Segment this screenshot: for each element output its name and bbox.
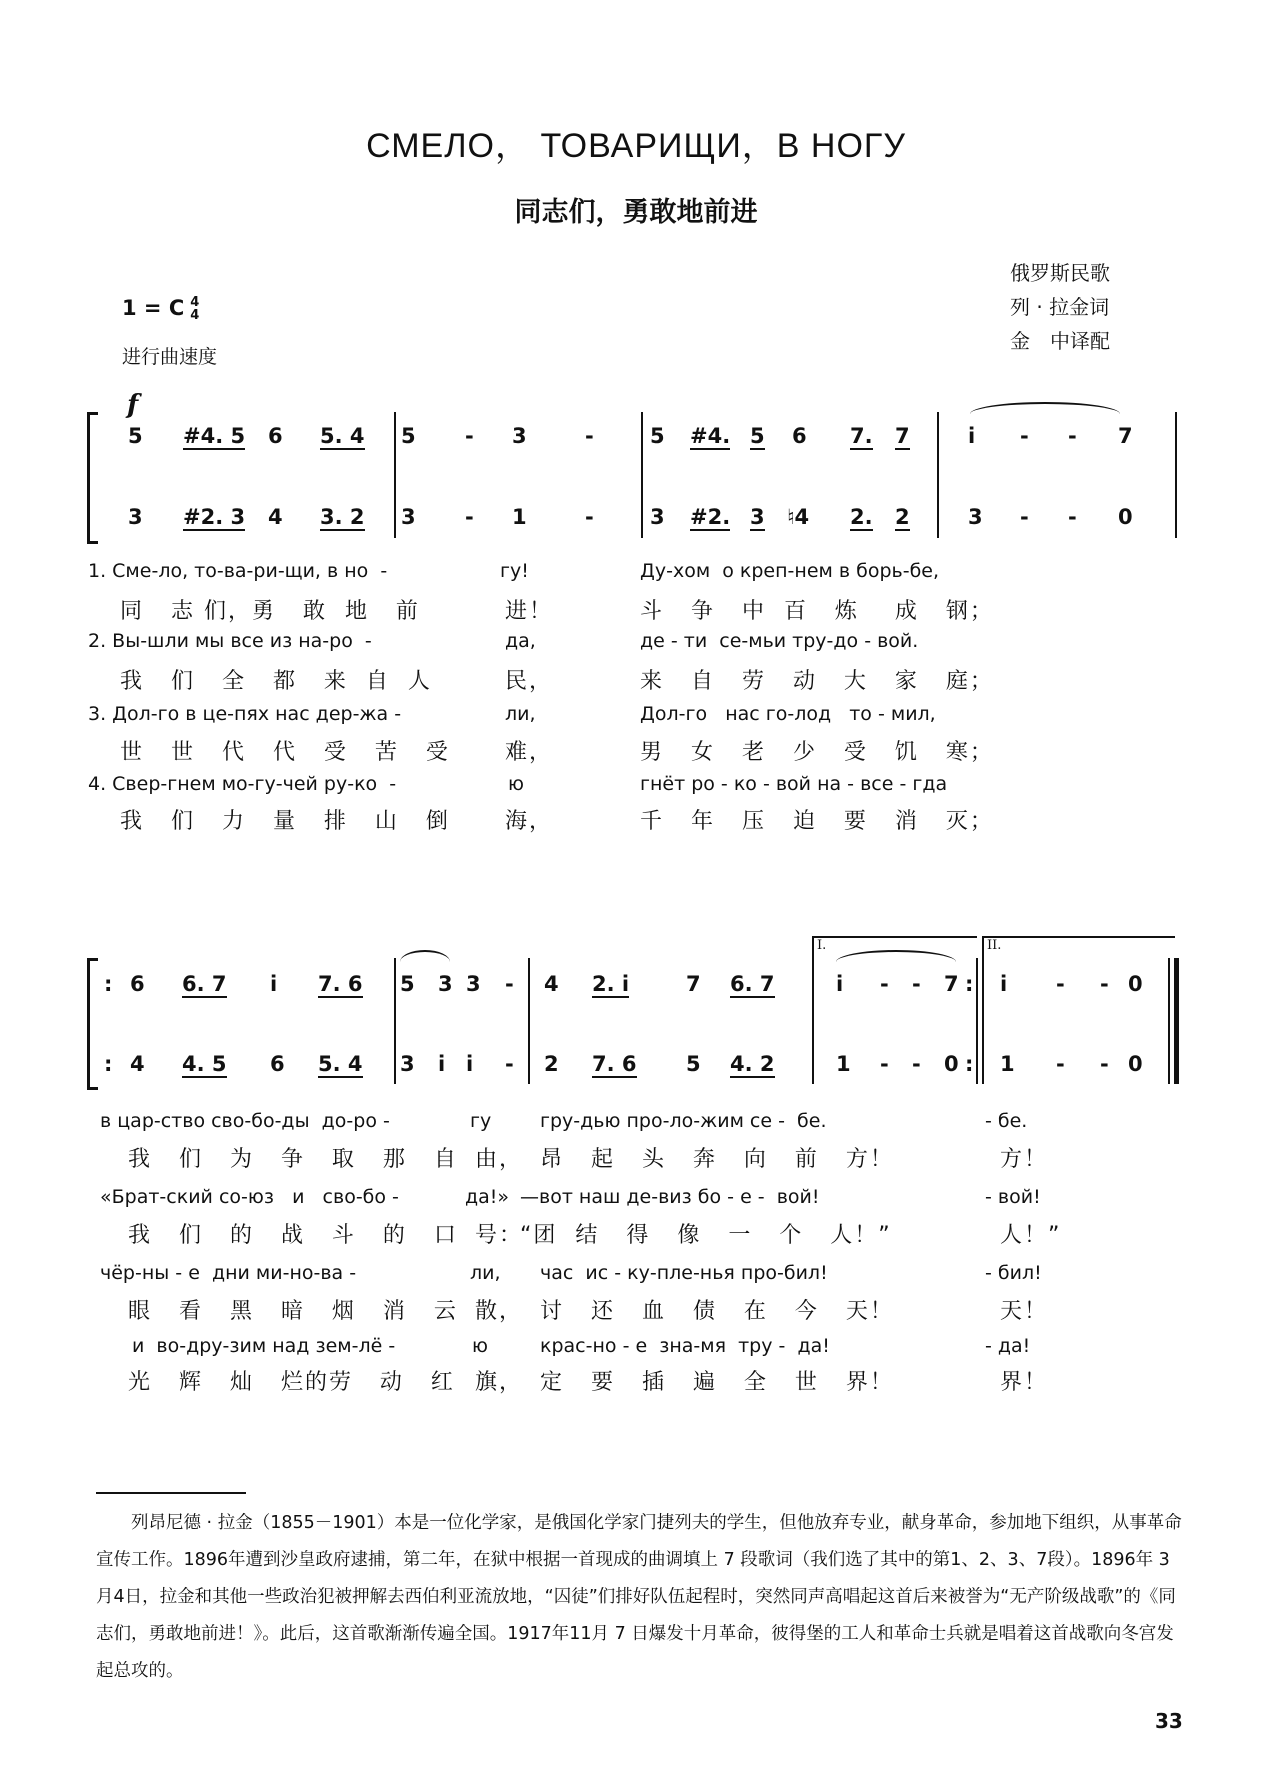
verse-2-russian-b-part2: да!» bbox=[465, 1186, 510, 1208]
system-bracket bbox=[87, 958, 98, 1090]
note: 5. 4 bbox=[320, 424, 365, 448]
credit-origin: 俄罗斯民歌 bbox=[1010, 261, 1110, 285]
note: i bbox=[1000, 972, 1008, 996]
volta-first-ending: I. bbox=[812, 936, 977, 960]
barline bbox=[641, 412, 643, 538]
note: - bbox=[1068, 424, 1077, 448]
note: - bbox=[1100, 1052, 1109, 1076]
final-barline bbox=[1174, 958, 1179, 1084]
note: 3 bbox=[650, 505, 665, 529]
verse-3-chinese-b: 难， bbox=[505, 740, 554, 765]
note: - bbox=[880, 1052, 889, 1076]
verse-3-chinese-c-part2: 讨 还 血 债 在 今 天！ bbox=[540, 1299, 894, 1324]
verse-1-chinese-a: 同 志 们，勇 敢 地 前 bbox=[120, 599, 420, 624]
note: - bbox=[1056, 1052, 1065, 1076]
key-signature bbox=[122, 296, 199, 322]
verse-1-russian-a: 1. Сме-ло, то-ва-ри-щи, в но - bbox=[88, 560, 388, 582]
verse-4-chinese-c: 千 年 压 迫 要 消 灭； bbox=[640, 809, 994, 834]
verse-2-russian-c: де - ти се-мьи тру-до - вой. bbox=[640, 630, 919, 652]
song-title-russian: СМЕЛО， ТОВАРИЩИ，В НОГУ bbox=[366, 127, 906, 165]
note: 4 bbox=[130, 1052, 145, 1076]
note: #2. bbox=[690, 505, 731, 529]
verse-2-russian-d-part2: - вой! bbox=[985, 1186, 1041, 1208]
repeat-sign: : bbox=[965, 1052, 974, 1076]
note: - bbox=[912, 972, 921, 996]
note: 7 bbox=[895, 424, 910, 448]
verse-3-russian-a: 3. Дол-го в це-пях нас дер-жа - bbox=[88, 703, 402, 725]
verse-1-russian-c-part2: гру-дью про-ло-жим се - бе. bbox=[540, 1110, 827, 1132]
note: - bbox=[1100, 972, 1109, 996]
verse-2-russian-c-part2: —вот наш де-виз бо - е - вой! bbox=[520, 1186, 820, 1208]
note: 7. 6 bbox=[592, 1052, 637, 1076]
verse-3-chinese-b-part2: 散， bbox=[475, 1299, 524, 1324]
note: 3 bbox=[750, 505, 765, 529]
note: 0 bbox=[1128, 1052, 1143, 1076]
note: 6 bbox=[270, 1052, 285, 1076]
verse-4-russian-d-part2: - да! bbox=[985, 1335, 1031, 1357]
barline bbox=[1175, 412, 1177, 538]
verse-2-russian-b: да, bbox=[505, 630, 536, 652]
verse-2-chinese-b: 民， bbox=[505, 669, 554, 694]
verse-3-chinese-c: 男 女 老 少 受 饥 寒； bbox=[640, 740, 994, 765]
verse-4-chinese-a: 我 们 力 量 排 山 倒 bbox=[120, 809, 450, 834]
verse-4-russian-c-part2: крас-но - е зна-мя тру - да! bbox=[540, 1335, 830, 1357]
note: - bbox=[1020, 505, 1029, 529]
time-signature bbox=[190, 296, 199, 322]
note: 3 bbox=[400, 1052, 415, 1076]
note: 3 bbox=[128, 505, 143, 529]
verse-3-chinese-d-part2: 天！ bbox=[1000, 1299, 1049, 1324]
verse-4-russian-c: гнёт ро - ко - вой на - все - гда bbox=[640, 773, 948, 795]
note: 4 bbox=[544, 972, 559, 996]
note: 7 bbox=[944, 972, 959, 996]
note: - bbox=[465, 424, 474, 448]
footnote: 列昂尼德 · 拉金（1855－1901）本是一位化学家，是俄国化学家门捷列夫的学生，但他放弃专业，献身革命，参加地下组织，从事革命宣传工作。1896年遭到沙皇政府逮捕，第二年，在狱中根据一首现成的曲调填上 7 段歌词（我们选了其中的第1、2、3、7段）。1896年 3月4日，拉金和其他一些政治犯被押解去西伯利亚流放地，“囚徒”们排好队伍起程时，突然同声高唱起这首后来被誉为“无产阶级战歌”的《同志们，勇敢地前进！》。此后，这首歌渐渐传遍全国。1917年11月 7 日爆发十月革命，彼得堡的工人和革命士兵就是唱着这首战歌向冬宫发起总攻的。 bbox=[96, 1513, 1182, 1681]
note: 5 bbox=[686, 1052, 701, 1076]
note: 2 bbox=[544, 1052, 559, 1076]
note: - bbox=[505, 1052, 514, 1076]
verse-2-chinese-a-part2: 我 们 的 战 斗 的 口 bbox=[128, 1223, 458, 1248]
credits bbox=[1010, 256, 1110, 358]
time-denominator: 4 bbox=[190, 308, 200, 323]
note: 5 bbox=[401, 424, 416, 448]
verse-4-chinese-b-part2: 旗， bbox=[475, 1370, 524, 1395]
barline bbox=[394, 958, 396, 1084]
song-title-chinese: 同志们，勇敢地前进 bbox=[514, 197, 758, 228]
barline bbox=[528, 958, 530, 1084]
verse-2-chinese-a: 我 们 全 都 来 自 人 bbox=[120, 669, 432, 694]
verse-1-russian-a-part2: в цар-ство сво-бо-ды до-ро - bbox=[100, 1110, 390, 1132]
note: 1 bbox=[512, 505, 527, 529]
note: 7 bbox=[686, 972, 701, 996]
time-numerator: 4 bbox=[190, 295, 200, 310]
verse-2-russian-a: 2. Вы-шли мы все из на-ро - bbox=[88, 630, 372, 652]
verse-3-russian-a-part2: чёр-ны - е дни ми-но-ва - bbox=[100, 1262, 357, 1284]
key-label: 1 = C bbox=[122, 296, 185, 320]
note: 7 bbox=[1118, 424, 1133, 448]
system-bracket bbox=[87, 412, 98, 544]
note: - bbox=[912, 1052, 921, 1076]
verse-4-chinese-a-part2: 光 辉 灿 烂的劳 动 红 bbox=[128, 1370, 455, 1395]
verse-4-chinese-b: 海， bbox=[505, 809, 554, 834]
barline bbox=[812, 958, 814, 1084]
note: i bbox=[968, 424, 976, 448]
note: 3 bbox=[401, 505, 416, 529]
verse-1-chinese-b-part2: 由， bbox=[475, 1147, 524, 1172]
note: 2 bbox=[895, 505, 910, 529]
repeat-sign: : bbox=[965, 972, 974, 996]
note: 0 bbox=[944, 1052, 959, 1076]
verse-4-russian-b-part2: ю bbox=[472, 1335, 488, 1357]
verse-3-russian-c: Дол-го нас го-лод то - мил, bbox=[640, 703, 936, 725]
note: i bbox=[270, 972, 278, 996]
note: 5 bbox=[650, 424, 665, 448]
verse-3-russian-c-part2: час ис - ку-пле-нья про-бил! bbox=[540, 1262, 828, 1284]
note: 6 bbox=[130, 972, 145, 996]
note: 3 bbox=[512, 424, 527, 448]
note: 1 bbox=[836, 1052, 851, 1076]
note: 4. 5 bbox=[182, 1052, 227, 1076]
note: - bbox=[505, 972, 514, 996]
verse-2-chinese-b-part2: 号： bbox=[475, 1223, 524, 1248]
note: - bbox=[585, 505, 594, 529]
note: 7. 6 bbox=[318, 972, 363, 996]
note: 1 bbox=[1000, 1052, 1015, 1076]
note: #4. bbox=[690, 424, 731, 448]
verse-2-chinese-c: 来 自 劳 动 大 家 庭； bbox=[640, 669, 994, 694]
page-number: 33 bbox=[1155, 1709, 1183, 1733]
note: 4 bbox=[268, 505, 283, 529]
verse-2-chinese-d-part2: 人！” bbox=[1000, 1223, 1062, 1248]
verse-3-russian-b-part2: ли, bbox=[470, 1262, 501, 1284]
verse-1-chinese-d-part2: 方！ bbox=[1000, 1147, 1049, 1172]
tie-mark bbox=[970, 402, 1120, 414]
dynamic-marking: f bbox=[127, 390, 139, 420]
verse-1-russian-b-part2: гу bbox=[470, 1110, 492, 1132]
note: i bbox=[836, 972, 844, 996]
note: 2. bbox=[850, 505, 873, 529]
note: - bbox=[1068, 505, 1077, 529]
verse-3-russian-b: ли, bbox=[505, 703, 536, 725]
verse-1-chinese-a-part2: 我 们 为 争 取 那 自 bbox=[128, 1147, 458, 1172]
verse-1-chinese-c: 斗 争 中 百 炼 成 钢； bbox=[640, 599, 994, 624]
verse-1-chinese-c-part2: 昂 起 头 奔 向 前 方！ bbox=[540, 1147, 894, 1172]
note: #2. 3 bbox=[183, 505, 246, 529]
note: #4. 5 bbox=[183, 424, 246, 448]
verse-1-chinese-b: 进！ bbox=[505, 599, 554, 624]
verse-4-russian-a: 4. Свер-гнем мо-гу-чей ру-ко - bbox=[88, 773, 397, 795]
verse-2-chinese-c-part2: “团 结 得 像 一 个 人！” bbox=[520, 1223, 892, 1248]
repeat-sign: : bbox=[104, 1052, 113, 1076]
note: ♮4 bbox=[787, 505, 810, 529]
note: 6 bbox=[268, 424, 283, 448]
note: 3 bbox=[968, 505, 983, 529]
tempo-marking: 进行曲速度 bbox=[122, 346, 218, 368]
tie-mark bbox=[400, 950, 450, 962]
credit-translator: 金 中译配 bbox=[1010, 329, 1110, 353]
note: - bbox=[1056, 972, 1065, 996]
note: 6. 7 bbox=[182, 972, 227, 996]
note: 0 bbox=[1128, 972, 1143, 996]
note: 5 bbox=[400, 972, 415, 996]
note: i bbox=[438, 1052, 446, 1076]
footnote-divider bbox=[96, 1492, 246, 1494]
note: 7. bbox=[850, 424, 873, 448]
verse-2-russian-a-part2: «Брат-ский со-юз и сво-бо - bbox=[100, 1186, 399, 1208]
barline bbox=[937, 412, 939, 538]
repeat-sign: : bbox=[104, 972, 113, 996]
note: - bbox=[585, 424, 594, 448]
verse-1-russian-b: гу! bbox=[500, 560, 529, 582]
verse-3-russian-d-part2: - бил! bbox=[985, 1262, 1042, 1284]
verse-4-chinese-d-part2: 界！ bbox=[1000, 1370, 1049, 1395]
note: 5 bbox=[128, 424, 143, 448]
barline bbox=[394, 412, 396, 538]
verse-1-russian-c: Ду-хом о креп-нем в борь-бе, bbox=[640, 560, 940, 582]
note: 0 bbox=[1118, 505, 1133, 529]
note: - bbox=[880, 972, 889, 996]
note: 4. 2 bbox=[730, 1052, 775, 1076]
verse-4-russian-a-part2: и во-дру-зим над зем-лё - bbox=[132, 1335, 396, 1357]
note: 5. 4 bbox=[318, 1052, 363, 1076]
barline bbox=[976, 958, 978, 1084]
note: 2. i bbox=[592, 972, 630, 996]
verse-3-chinese-a: 世 世 代 代 受 苦 受 bbox=[120, 740, 450, 765]
barline bbox=[1168, 958, 1170, 1084]
note: 3 bbox=[466, 972, 481, 996]
verse-4-chinese-c-part2: 定 要 插 遍 全 世 界！ bbox=[540, 1370, 894, 1395]
note: 3. 2 bbox=[320, 505, 365, 529]
note: - bbox=[465, 505, 474, 529]
verse-1-russian-d-part2: - бе. bbox=[985, 1110, 1028, 1132]
verse-4-russian-b: ю bbox=[508, 773, 524, 795]
volta-second-ending: II. bbox=[982, 936, 1175, 960]
note: - bbox=[1020, 424, 1029, 448]
note: 6. 7 bbox=[730, 972, 775, 996]
note: i bbox=[466, 1052, 474, 1076]
note: 3 bbox=[438, 972, 453, 996]
barline bbox=[982, 958, 984, 1084]
credit-lyricist: 列 · 拉金词 bbox=[1010, 295, 1110, 319]
note: 5 bbox=[750, 424, 765, 448]
note: 6 bbox=[792, 424, 807, 448]
verse-3-chinese-a-part2: 眼 看 黑 暗 烟 消 云 bbox=[128, 1299, 458, 1324]
